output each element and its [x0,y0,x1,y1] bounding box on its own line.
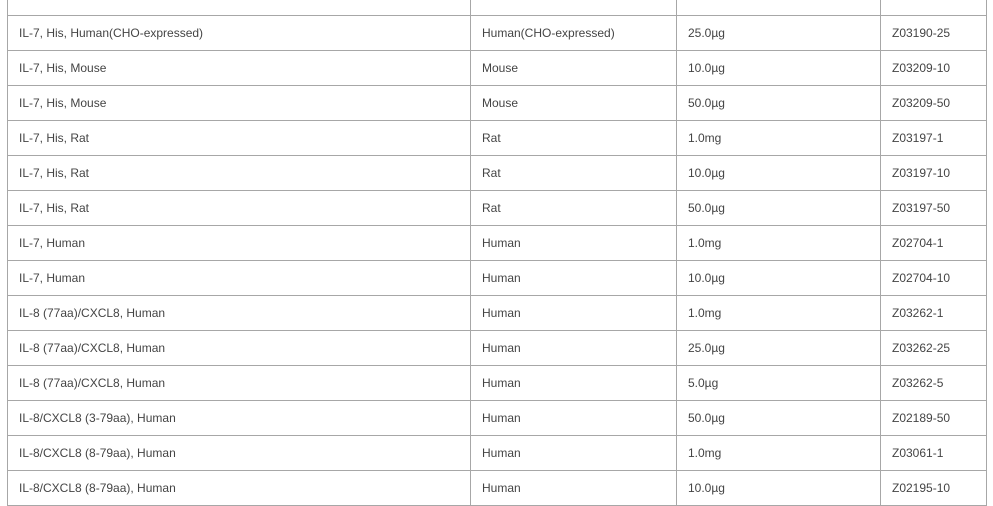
catalog-cell [881,296,987,331]
size-cell [677,121,881,156]
product-name: IL-7, Human [19,271,86,285]
catalog-cell [881,261,987,296]
table-row [8,156,987,191]
product-name: IL-7, His, Mouse [19,61,107,75]
product-name: IL-7, Human [19,236,86,250]
species-cell [471,471,677,506]
catalog-cell [881,0,987,16]
catalog-number: Z03197-1 [892,131,944,145]
catalog-cell [881,401,987,436]
species-cell [471,296,677,331]
product-name: IL-7, His, Mouse [19,96,107,110]
catalog-cell [881,331,987,366]
species-cell [471,331,677,366]
species: Human [482,341,521,355]
table-row [8,16,987,51]
table-row [8,0,987,16]
table-row [8,296,987,331]
size: 5.0µg [688,376,719,390]
species-cell [471,261,677,296]
product-table [7,0,987,506]
size-cell [677,156,881,191]
catalog-cell [881,16,987,51]
size-cell [677,191,881,226]
size: 1.0mg [688,236,722,250]
product-name-cell [8,436,471,471]
species: Human [482,271,521,285]
species-cell [471,191,677,226]
species-cell [471,16,677,51]
species: Human [482,446,521,460]
size-cell [677,51,881,86]
catalog-number: Z03262-1 [892,306,944,320]
product-name-cell [8,51,471,86]
species-cell [471,0,677,16]
catalog-cell [881,226,987,261]
species-cell [471,436,677,471]
catalog-number: Z03209-50 [892,96,951,110]
species: Human(CHO-expressed) [482,26,615,40]
species: Human [482,376,521,390]
product-name: IL-7, His, Human(CHO-expressed) [19,26,204,40]
catalog-cell [881,86,987,121]
size: 10.0µg [688,61,725,75]
catalog-number: Z03197-10 [892,166,951,180]
size-cell [677,226,881,261]
size-cell [677,0,881,16]
product-name-cell [8,16,471,51]
catalog-cell [881,121,987,156]
table-row [8,436,987,471]
size-cell [677,471,881,506]
catalog-cell [881,156,987,191]
size-cell [677,331,881,366]
size: 1.0mg [688,306,722,320]
table-row [8,331,987,366]
product-name-cell [8,156,471,191]
catalog-number: Z02704-1 [892,236,944,250]
size: 50.0µg [688,201,725,215]
product-name-cell [8,191,471,226]
product-table-container [7,0,986,506]
product-table-body [8,0,987,506]
catalog-cell [881,51,987,86]
product-name: IL-8 (77aa)/CXCL8, Human [19,306,166,320]
product-name: IL-8/CXCL8 (8-79aa), Human [19,446,176,460]
table-row [8,366,987,401]
species: Mouse [482,96,519,110]
table-row [8,226,987,261]
species-cell [471,51,677,86]
catalog-number: Z03209-10 [892,61,951,75]
size-cell [677,401,881,436]
species: Human [482,411,521,425]
size-cell [677,261,881,296]
size-cell [677,366,881,401]
catalog-cell [881,191,987,226]
catalog-number: Z03262-5 [892,376,944,390]
size: 10.0µg [688,271,725,285]
species: Mouse [482,61,519,75]
species-cell [471,226,677,261]
product-name-cell [8,226,471,261]
size: 1.0mg [688,446,722,460]
species: Human [482,236,521,250]
product-name-cell [8,331,471,366]
table-row [8,261,987,296]
catalog-number: Z03061-1 [892,446,944,460]
size: 1.0mg [688,131,722,145]
table-row [8,121,987,156]
species: Rat [482,201,501,215]
product-name-cell [8,261,471,296]
catalog-number: Z03197-50 [892,201,951,215]
size: 50.0µg [688,411,725,425]
catalog-number: Z02704-10 [892,271,951,285]
species-cell [471,121,677,156]
species: Human [482,481,521,495]
table-row [8,401,987,436]
catalog-cell [881,366,987,401]
species: Rat [482,166,501,180]
product-name: IL-7, His, Rat [19,201,90,215]
catalog-cell [881,436,987,471]
product-name-cell [8,296,471,331]
size-cell [677,296,881,331]
product-name: IL-7, His, Rat [19,166,90,180]
catalog-cell [881,471,987,506]
species-cell [471,401,677,436]
product-name: IL-8/CXCL8 (3-79aa), Human [19,411,176,425]
product-name: IL-7, His, Rat [19,131,90,145]
species: Human [482,306,521,320]
product-name-cell [8,86,471,121]
catalog-number: Z02195-10 [892,481,951,495]
product-name-cell [8,0,471,16]
table-row [8,86,987,121]
product-name-cell [8,366,471,401]
product-name-cell [8,471,471,506]
product-name: IL-8 (77aa)/CXCL8, Human [19,341,166,355]
species-cell [471,366,677,401]
table-row [8,471,987,506]
size: 25.0µg [688,26,725,40]
product-name-cell [8,401,471,436]
species-cell [471,86,677,121]
catalog-number: Z03190-25 [892,26,951,40]
table-row [8,51,987,86]
species: Rat [482,131,501,145]
size: 10.0µg [688,166,725,180]
size-cell [677,86,881,121]
size-cell [677,436,881,471]
product-name: IL-8/CXCL8 (8-79aa), Human [19,481,176,495]
table-row [8,191,987,226]
catalog-number: Z03262-25 [892,341,951,355]
size: 50.0µg [688,96,725,110]
product-name: IL-8 (77aa)/CXCL8, Human [19,376,166,390]
size: 25.0µg [688,341,725,355]
size-cell [677,16,881,51]
species-cell [471,156,677,191]
catalog-number: Z02189-50 [892,411,951,425]
size: 10.0µg [688,481,725,495]
product-name-cell [8,121,471,156]
